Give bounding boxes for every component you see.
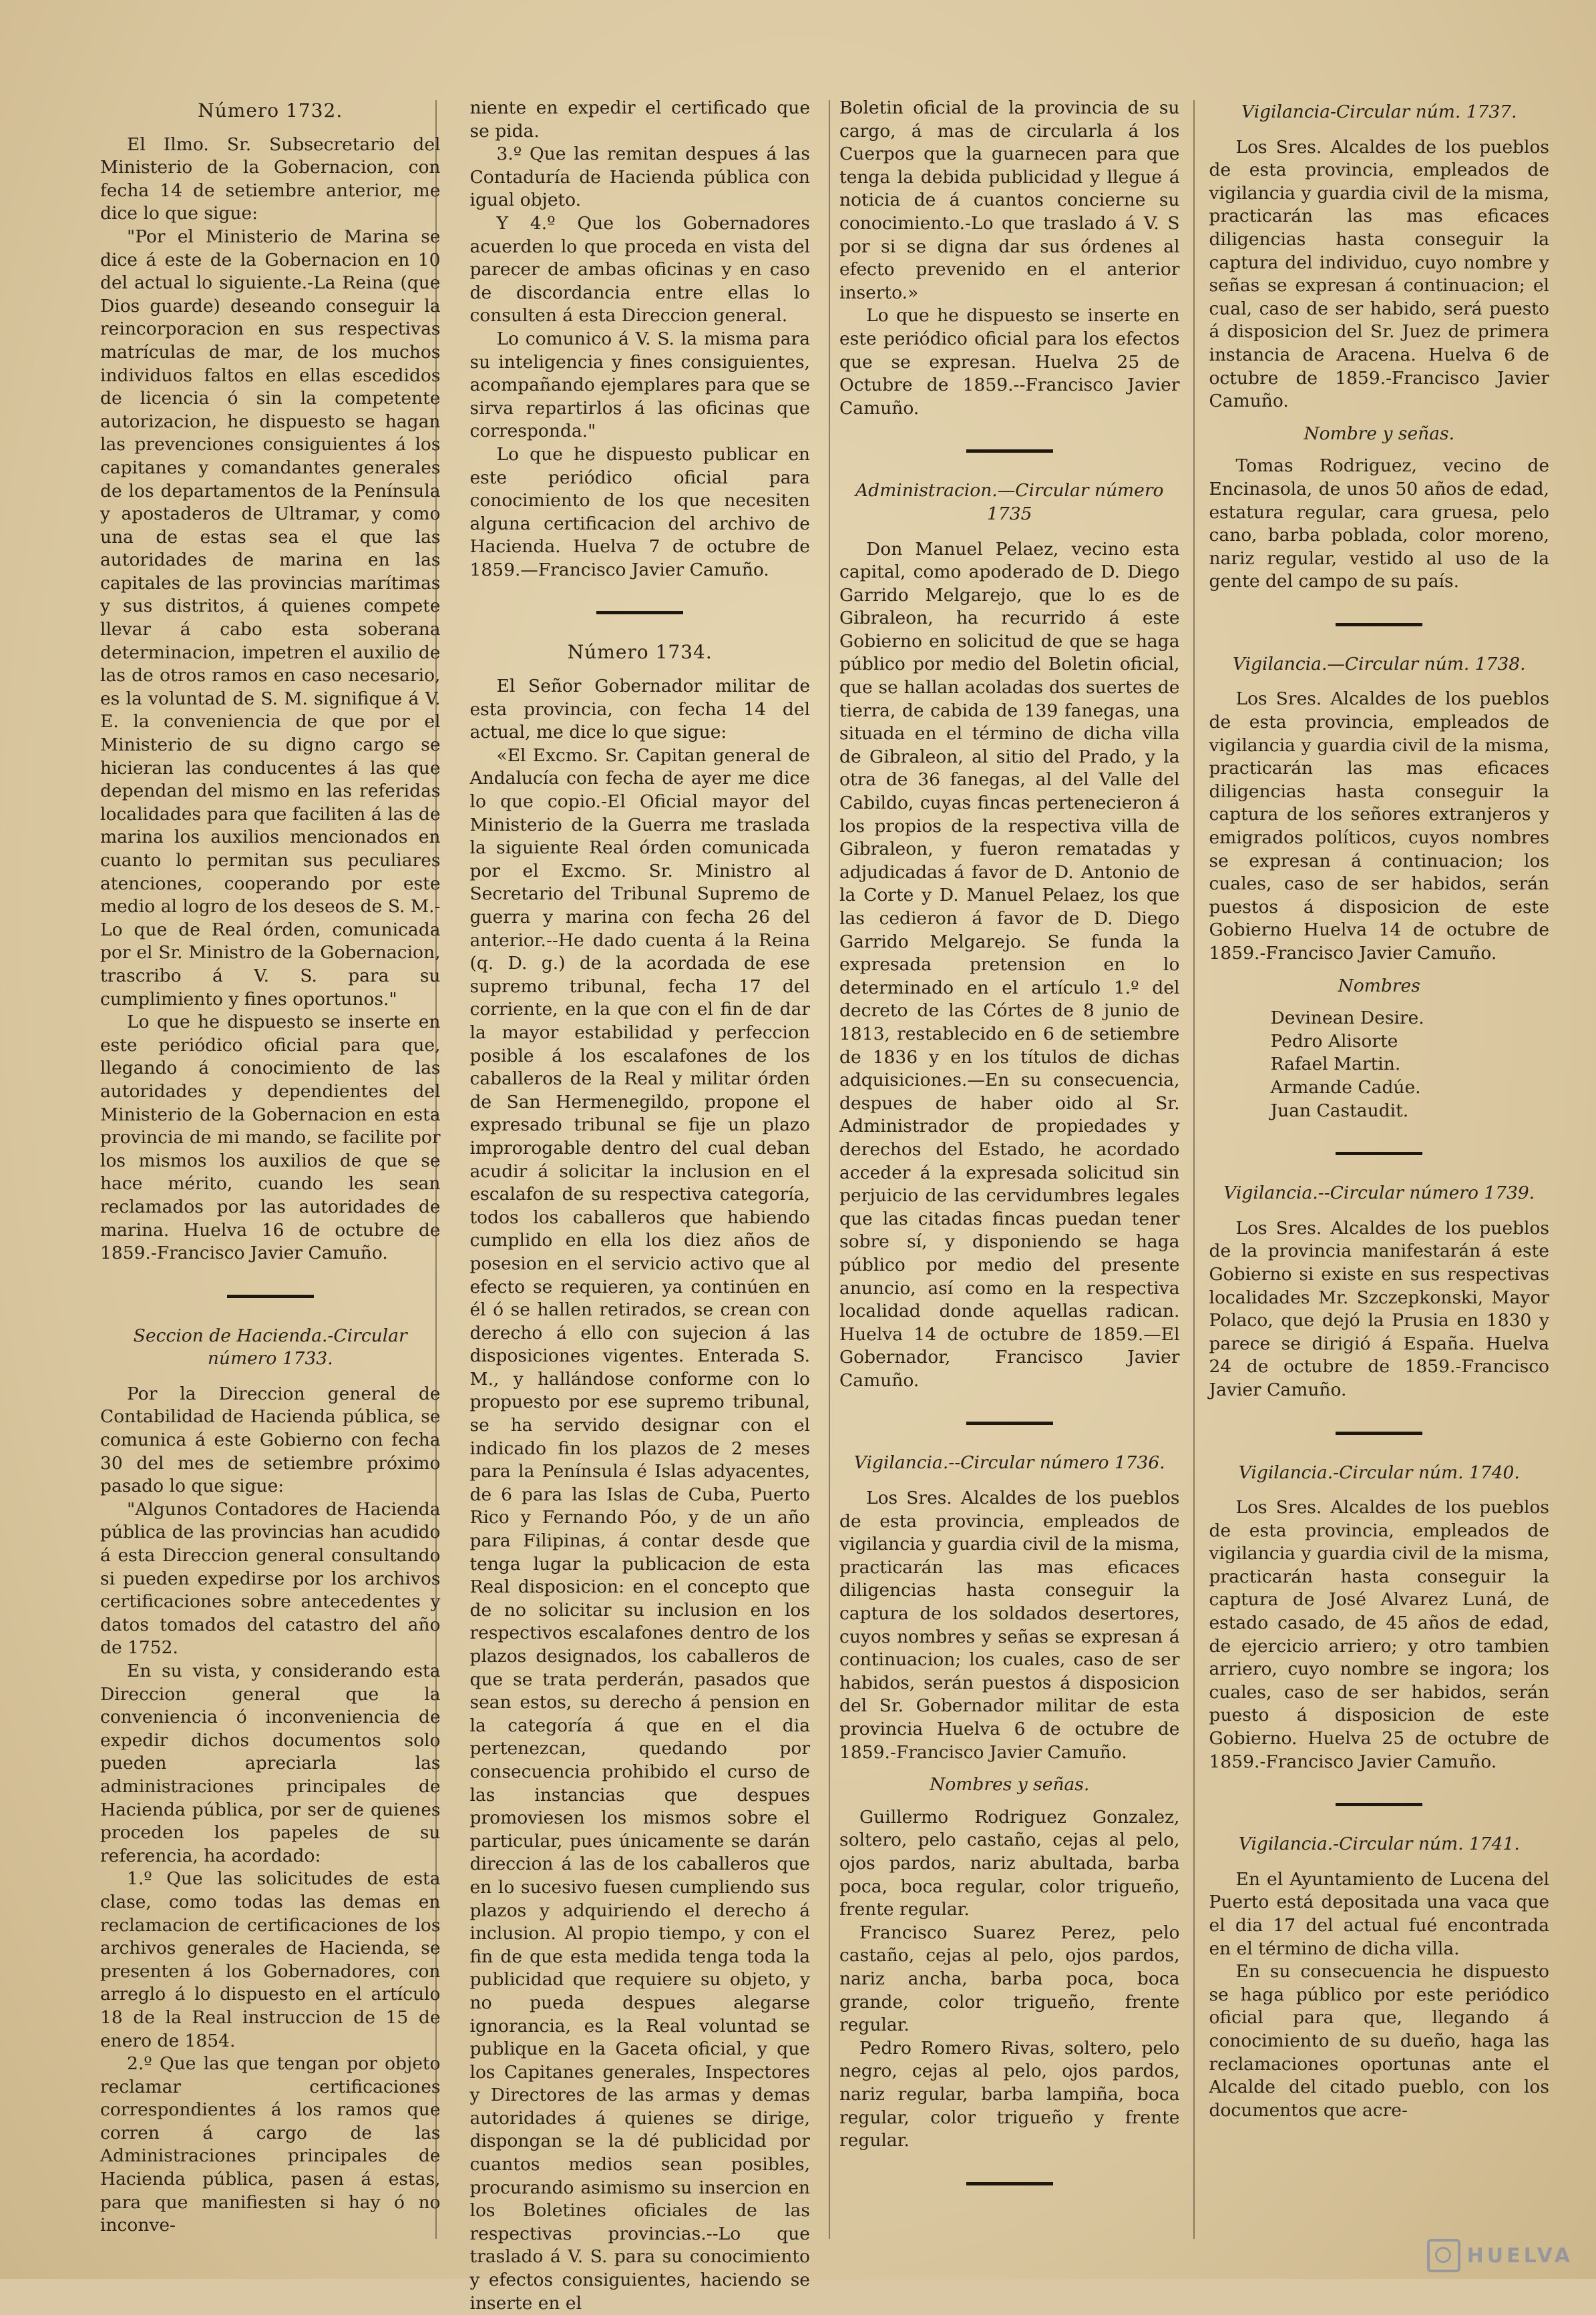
paragraph: Tomas Rodriguez, vecino de Encinasola, de unos 50 años de edad, estatura regular, cara gruesa, pelo cano, barba poblada, color moreno, nariz regular, vestido al uso de la gente del campo de su país.: [1209, 455, 1549, 592]
section-separator: [596, 611, 683, 614]
section-heading: Número 1732.: [198, 99, 343, 122]
paragraph-continued: niente en expedir el certificado que se pida.: [469, 97, 810, 142]
circular-heading: Vigilancia.-Circular núm. 1741.: [1238, 1834, 1520, 1855]
paragraph: «El Excmo. Sr. Capitan general de Andalucía con fecha de ayer me dice lo que copio.-El Oficial mayor del Ministerio de la Guerra me traslada la siguiente Real órden comunicada por el Excmo. Sr. Ministro al Secretario del Tribunal Supremo de guerra y marina con fecha 26 del anterior.--He dado cuenta á la Reina (q. D. g.) de la acordada de ese supremo tribunal, fecha 17 del corriente, en la que con el fin de dar la mayor estabilidad y perfeccion posible á los escalafones de los caballeros de la Real y militar órden de San Hermenegildo, propone el expresado tribunal se fije un plazo improrogable dentro del cual deban acudir á solicitar la inclusion en el escalafon de su respectiva categoría, todos los caballeros que habiendo cumplido en ella los diez años de posesion en el servicio activo que al efecto se requieren, ya continúen en él ó se hallen retirados, se crean con derecho á ello con sujecion á las disposiciones vigentes. Enterada S. M., y hallándose conforme con lo propuesto por ese supremo tribunal, se ha servido designar con el indicado fin los plazos de 2 meses para la Península é Islas adyacentes, de 6 para las Islas de Cuba, Puerto Rico y Fernando Póo, y de un año para Filipinas, á contar desde que tenga lugar la publicacion de esta Real disposicion: en el concepto que de no solicitar su inclusion en los respectivos escalafones dentro de los plazos designados, los caballeros de que se trata perderán, pasados que sean estos, su derecho á pension en la categoría á que en el dia pertenezcan, quedando por consecuencia prohibido el curso de las instancias que despues promoviesen los mismos sobre el particular, pues únicamente se darán direccion á las de los caballeros que en lo sucesivo fuesen cumpliendo sus plazos y adquiriendo el derecho á inclusion. Al propio tiempo, y con el fin de que esta medida tenga toda la publicidad que requiere su objeto, y no pueda despues alegarse ignorancia, es la Real voluntad se publique en la Gaceta oficial, y que los Capitanes generales, Inspectores y Directores de las armas y demas autoridades á quienes se dirige, dispongan se la dé publicidad por cuantos medios sean posibles, procurando asimismo su insercion en los Boletines oficiales de las respectivas provincias.--Lo que traslado á V. S. para su conocimiento y efectos consiguientes, haciendo se inserte en el: [469, 745, 810, 2314]
paragraph: "Por el Ministerio de Marina se dice á este de la Gobernacion en 10 del actual lo siguiente.-La Reina (que Dios guarde) deseando conseguir la reincorporacion en sus respectivas matrículas de mar, de los muchos individuos faltos en ellas escedidos de licencia ó sin la competente autorizacion, he dispuesto se hagan las prevenciones consiguientes á los capitanes y comandantes generales de los departamentos de la Península y apostaderos de Ultramar, y como una de estas sea el que las autoridades de marina en las capitales de las provincias marítimas y sus distritos, á quienes compete llevar á cabo esta soberana determinacion, impetren el auxilio de las de otros ramos en caso necesario, es la voluntad de S. M. signifique á V. E. la conveniencia de que por el Ministerio de su digno cargo se hicieran las conducentes á las que dependan del mismo en las referidas localidades para que faciliten á las de marina los auxilios mencionados en cuanto lo permitan sus peculiares atenciones, cooperando por este medio al logro de los deseos de S. M.-Lo que de Real órden, comunicada por el Sr. Ministro de la Gobernacion, trascribo á V. S. para su cumplimiento y fines oportunos.": [100, 226, 441, 1010]
person-description: Francisco Suarez Perez, pelo castaño, cejas al pelo, ojos pardos, nariz ancha, barba poca, boca grande, color trigueño, frente regular.: [839, 1922, 1180, 2036]
person-description: Guillermo Rodriguez Gonzalez, soltero, pelo castaño, cejas al pelo, ojos pardos, nariz abultada, barba poca, boca regular, color trigueño, frente regular.: [839, 1806, 1180, 1920]
column-4: [1209, 97, 1550, 2315]
columns: [100, 97, 1549, 2314]
paragraph: Lo que he dispuesto publicar en este periódico oficial para conocimiento de los que necesiten alguna certificacion del archivo de Hacienda. Huelva 7 de octubre de 1859.—Francisco Javier Camuño.: [469, 443, 810, 580]
archive-watermark: [1427, 2239, 1573, 2272]
circular-heading: Vigilancia-Circular núm. 1737.: [1241, 101, 1517, 122]
archive-logo-icon: [1427, 2239, 1460, 2272]
paragraph: Lo que he dispuesto se inserte en este periódico oficial para los efectos que se expresan. Huelva 25 de Octubre de 1859.--Francisco Javier Camuño.: [839, 305, 1180, 419]
paragraph-continued: Boletin oficial de la provincia de su cargo, á mas de circularla á los Cuerpos que la guarnecen para que tenga la debida publicidad y llegue á noticia de á cuantos concierne su conocimiento.-Lo que traslado á V. S por si se digna dar sus órdenes al efecto prevenido en el anterior inserto.»: [839, 97, 1180, 303]
section-separator: [1336, 1803, 1422, 1806]
paragraph: Los Sres. Alcaldes de los pueblos de esta provincia, empleados de vigilancia y guardia civil de la misma, practicarán hasta conseguir la captura de José Alvarez Luná, de estado casado, de 45 años de edad, de ejercicio arriero; y otro tambien arriero, cuyo nombre se ingora; los cuales, caso de ser habidos, serán puesto á disposicion de este Gobierno. Huelva 25 de octubre de 1859.-Francisco Javier Camuño.: [1209, 1497, 1549, 1772]
name-item: Rafael Martin.: [1270, 1054, 1401, 1075]
section-separator: [1336, 623, 1422, 626]
paragraph: Los Sres. Alcaldes de los pueblos de esta provincia, empleados de vigilancia y guardia civil de la misma, practicarán las mas eficaces diligencias hasta conseguir la captura del individuo, cuyo nombre y señas se expresan á continuacion; el cual, caso de ser habido, será puesto á disposicion del Sr. Juez de primera instancia de Aracena. Huelva 6 de octubre de 1859.-Francisco Javier Camuño.: [1209, 136, 1549, 412]
paragraph: Lo que he dispuesto se inserte en este periódico oficial para que, llegando á conocimiento de las autoridades y dependientes del Ministerio de la Gobernacion en esta provincia de mi mando, se facilite por los mismos los auxilios de que se hace mérito, cuando les sean reclamados por las autoridades de marina. Huelva 16 de octubre de 1859.-Francisco Javier Camuño.: [100, 1012, 441, 1264]
watermark-text: HUELVA: [1466, 2244, 1573, 2268]
paragraph: Los Sres. Alcaldes de los pueblos de la provincia manifestarán á este Gobierno si existe en sus respectivas localidades Mr. Szczepkonski, Mayor Polaco, que dejó la Prusia en 1830 y parece se dirigió á España. Huelva 24 de octubre de 1859.-Francisco Javier Camuño.: [1209, 1217, 1549, 1400]
section-separator: [966, 1422, 1053, 1425]
subheading: Nombre y señas.: [1304, 423, 1455, 444]
paragraph: En su vista, y considerando esta Direccion general que la conveniencia ó inconveniencia de expedir dichos documentos solo pueden apreciarla las administraciones principales de Hacienda pública, por ser de quienes proceden los papeles de su referencia, ha acordado:: [100, 1661, 441, 1866]
paragraph: Don Manuel Pelaez, vecino esta capital, como apoderado de D. Diego Garrido Melgarejo, que lo es de Gibraleon, ha recurrido á este Gobierno en solicitud de que se haga público por medio del Boletin oficial, que se hallan acoladas dos suertes de tierra, de cabida de 139 fanegas, una situada en el término de dicha villa de Gibraleon, al sitio del Prado, y la otra de 36 fanegas, al del Valle del Cabildo, cuyas fincas pertenecieron á los propios de la respectiva villa de Gibraleon, y fueron rematadas y adjudicadas á favor de D. Antonio de la Corte y D. Manuel Pelaez, los que las cedieron á favor de D. Diego Garrido Melgarejo. Se funda la expresada pretension en lo determinado en el artículo 1.º del decreto de las Córtes de 8 junio de 1813, restablecido en 6 de setiembre de 1836 y en los títulos de dichas adquisiciones.—En su consecuencia, despues de haber oido al Sr. Administrador de propiedades y derechos del Estado, he acordado acceder á la expresada solicitud sin perjuicio de las cervidumbres legales que las citadas fincas puedan tener sobre sí, y disponiendo se haga público por medio del presente anuncio, así como en la respectiva localidad donde aquellas radican. Huelva 14 de octubre de 1859.—El Gobernador, Francisco Javier Camuño.: [839, 538, 1180, 1391]
subheading: Nombres y señas.: [930, 1774, 1090, 1796]
section-separator: [1336, 1432, 1422, 1435]
name-item: Pedro Alisorte: [1270, 1030, 1398, 1052]
circular-heading: Vigilancia.—Circular núm. 1738.: [1232, 653, 1526, 674]
paragraph: El Ilmo. Sr. Subsecretario del Ministerio de la Gobernacion, con fecha 14 de setiembre anterior, me dice lo que sigue:: [100, 134, 441, 224]
section-separator: [227, 1295, 314, 1298]
section-heading: Número 1734.: [567, 641, 713, 664]
section-separator: [966, 449, 1053, 453]
column-2: [470, 97, 811, 2315]
name-item: Juan Castaudit.: [1270, 1100, 1409, 1121]
circular-heading: Vigilancia.--Circular número 1739.: [1223, 1183, 1535, 1204]
paragraph: 1.º Que las solicitudes de esta clase, como todas las demas en reclamacion de certificaciones de los archivos generales de Hacienda, se presenten á los Gobernadores, con arreglo á lo dispuesto en el artículo 18 de la Real instruccion de 15 de enero de 1854.: [100, 1868, 441, 2051]
circular-heading: Seccion de Hacienda.-Circular número 1733.: [133, 1325, 407, 1370]
column-1: [100, 97, 441, 2315]
paragraph: En el Ayuntamiento de Lucena del Puerto está depositada una vaca que el dia 17 del actual fué encontrada en el término de dicha villa.: [1209, 1868, 1549, 1959]
name-item: Devinean Desire.: [1270, 1008, 1424, 1029]
paragraph: En su consecuencia he dispuesto se haga público por este periódico oficial para que, llegando á conocimiento de su dueño, haga las reclamaciones oportunas ante el Alcalde del citado pueblo, con los documentos que acre-: [1209, 1961, 1549, 2121]
circular-heading: Vigilancia.--Circular número 1736.: [853, 1452, 1165, 1474]
paragraph: Los Sres. Alcaldes de los pueblos de esta provincia, empleados de vigilancia y guardia civil de la misma, practicarán las mas eficaces diligencias hasta conseguir la captura de los soldados desertores, cuyos nombres y señas se expresan á continuacion; los cuales, caso de ser habidos, serán puestos á disposicion del Sr. Gobernador militar de esta provincia Huelva 6 de octubre de 1859.-Francisco Javier Camuño.: [839, 1488, 1180, 1763]
paragraph: El Señor Gobernador militar de esta provincia, con fecha 14 del actual, me dice lo que sigue:: [469, 676, 810, 743]
paragraph: Los Sres. Alcaldes de los pueblos de esta provincia, empleados de vigilancia y guardia civil de la misma, practicarán las mas eficaces diligencias hasta conseguir la captura de los señores extranjeros y emigrados políticos, cuyos nombres se expresan á continuacion; los cuales, caso de ser habidos, serán puestos á disposicion de este Gobierno Huelva 14 de octubre de 1859.-Francisco Javier Camuño.: [1209, 688, 1549, 964]
paragraph: Y 4.º Que los Gobernadores acuerden lo que proceda en vista del parecer de ambas oficinas y en caso de discordancia entre ellas lo consulten á esta Direccion general.: [469, 212, 810, 327]
names-list: [1271, 1007, 1550, 1122]
paragraph: Por la Direccion general de Contabilidad de Hacienda pública, se comunica á este Gobierno con fecha 30 del mes de setiembre próximo pasado lo que sigue:: [100, 1383, 441, 1497]
name-item: Armande Cadúe.: [1270, 1076, 1421, 1098]
person-description: Pedro Romero Rivas, soltero, pelo negro, cejas al pelo, ojos pardos, nariz regular, barba lampiña, boca regular, color trigueño y frente regular.: [839, 2037, 1180, 2151]
subheading: Nombres: [1338, 975, 1420, 996]
section-separator: [1336, 1152, 1422, 1155]
circular-heading: Administracion.—Circular número 1735: [855, 480, 1164, 524]
paragraph: Lo comunico á V. S. la misma para su inteligencia y fines consiguientes, acompañando ejemplares para que se sirva repartirlos á las oficinas que corresponda.": [469, 328, 810, 442]
paragraph: "Algunos Contadores de Hacienda pública de las provincias han acudido á esta Direccion general consultando si pueden expedirse por los archivos certificaciones sobre antecedentes y datos tomados del catastro del año de 1752.: [100, 1498, 441, 1659]
column-3: [839, 97, 1180, 2315]
paragraph: 3.º Que las remitan despues á las Contaduría de Hacienda pública con igual objeto.: [469, 144, 810, 211]
circular-heading: Vigilancia.-Circular núm. 1740.: [1238, 1462, 1520, 1483]
section-separator: [966, 2182, 1053, 2185]
paragraph: 2.º Que las que tengan por objeto reclamar certificaciones correspondientes á los ramos que corren á cargo de las Administraciones principales de Hacienda pública, pasen á estas, para que manifiesten si hay ó no inconve-: [100, 2053, 441, 2236]
